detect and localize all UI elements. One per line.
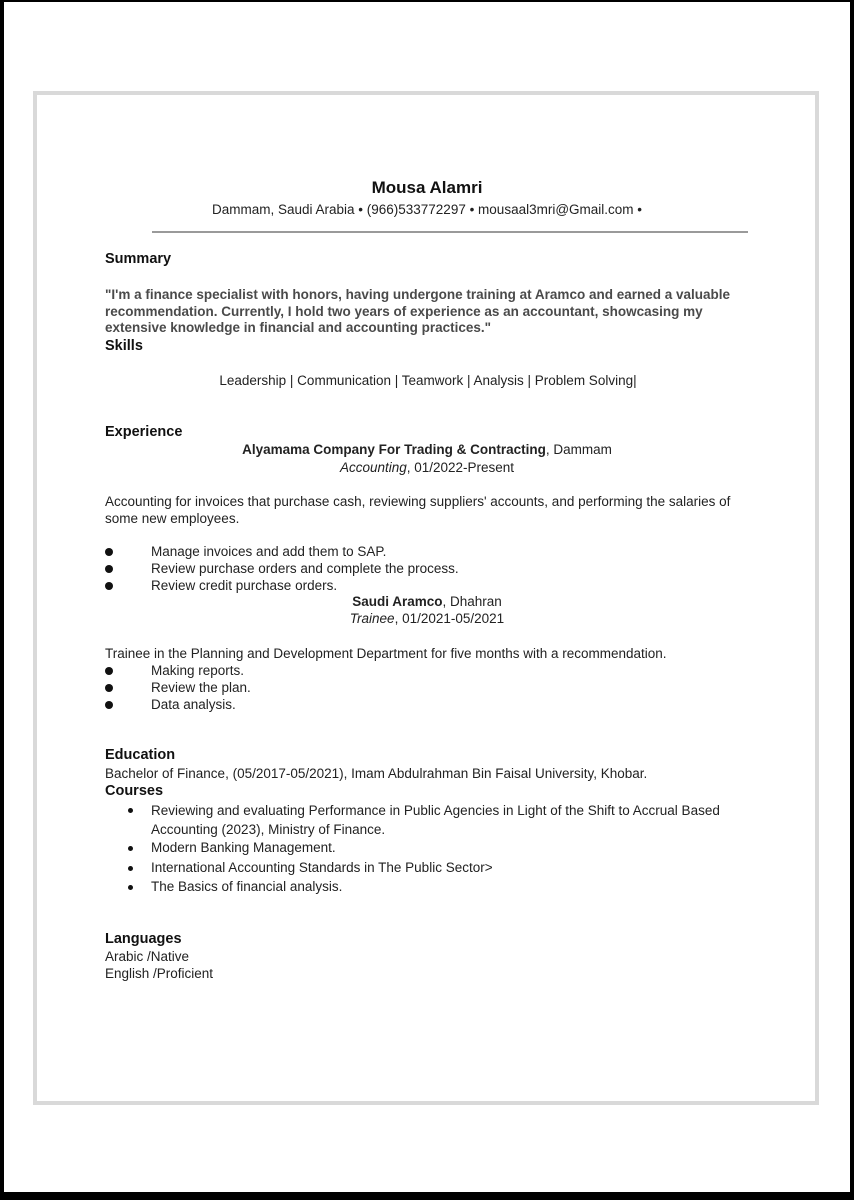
skills-text: Leadership | Communication | Teamwork | Analysis | Problem Solving|	[219, 373, 637, 388]
course-item: International Accounting Standards in The Public Sector>	[151, 860, 493, 875]
job-bullet: Review credit purchase orders.	[151, 578, 338, 593]
job-bullet: Making reports.	[151, 663, 245, 678]
bullet-dot	[128, 846, 133, 851]
job-bullet: Manage invoices and add them to SAP.	[151, 544, 387, 559]
course-item: The Basics of financial analysis.	[151, 879, 343, 894]
job-bullet: Review purchase orders and complete the process.	[151, 561, 459, 576]
bullet-dot	[105, 701, 113, 709]
resume-name: Mousa Alamri	[371, 178, 483, 197]
experience-heading: Experience	[105, 424, 183, 440]
skills-heading: Skills	[105, 338, 143, 354]
job-title-line	[0, 442, 854, 457]
bullet-dot	[105, 684, 113, 692]
bullet-dot	[105, 582, 113, 590]
bullet-dot	[105, 548, 113, 556]
job-description: Trainee in the Planning and Development Department for five months with a recommendation.	[105, 646, 667, 661]
language-item: Arabic /Native	[105, 949, 190, 964]
job-role: Trainee	[349, 611, 395, 626]
job-location: , Dammam	[545, 442, 612, 457]
education-text: Bachelor of Finance, (05/2017-05/2021), Imam Abdulrahman Bin Faisal University, Khobar.	[105, 766, 648, 781]
bullet-dot	[128, 808, 133, 813]
job-title-line	[0, 594, 854, 609]
summary-text: "I'm a finance specialist with honors, having undergone training at Aramco and earned a valuable recommendation. Currently, I hold two years of experience as an accountant, showcasing my extensive knowledge in financial and accounting practices."	[105, 287, 731, 335]
job-role-line	[0, 460, 854, 475]
job-dates: , 01/2022-Present	[406, 460, 515, 475]
job-bullet: Data analysis.	[151, 697, 236, 712]
bullet-dot	[105, 667, 113, 675]
summary-heading: Summary	[105, 251, 172, 267]
languages-heading: Languages	[105, 931, 182, 947]
job-description: Accounting for invoices that purchase cash, reviewing suppliers' accounts, and performing the salaries of some new employees.	[105, 494, 731, 526]
job-location: , Dhahran	[442, 594, 502, 609]
header-divider	[152, 231, 748, 233]
job-bullet: Review the plan.	[151, 680, 251, 695]
bullet-dot	[105, 565, 113, 573]
bullet-dot	[128, 885, 133, 890]
job-role-line	[0, 611, 854, 626]
skills-list	[0, 373, 854, 388]
bullet-dot	[128, 866, 133, 871]
courses-heading: Courses	[105, 783, 164, 799]
language-item: English /Proficient	[105, 966, 214, 981]
job-company: Saudi Aramco	[352, 594, 443, 609]
course-item: Modern Banking Management.	[151, 840, 336, 855]
job-dates: , 01/2021-05/2021	[394, 611, 505, 626]
contact-line: Dammam, Saudi Arabia • (966)533772297 • mousaal3mri@Gmail.com •	[211, 202, 643, 217]
job-company: Alyamama Company For Trading & Contracting	[242, 442, 546, 457]
job-role: Accounting	[339, 460, 407, 475]
course-item: Reviewing and evaluating Performance in Public Agencies in Light of the Shift to Accrual Based Accounting (2023), Ministry of Finance.	[151, 803, 720, 837]
education-heading: Education	[105, 747, 176, 763]
